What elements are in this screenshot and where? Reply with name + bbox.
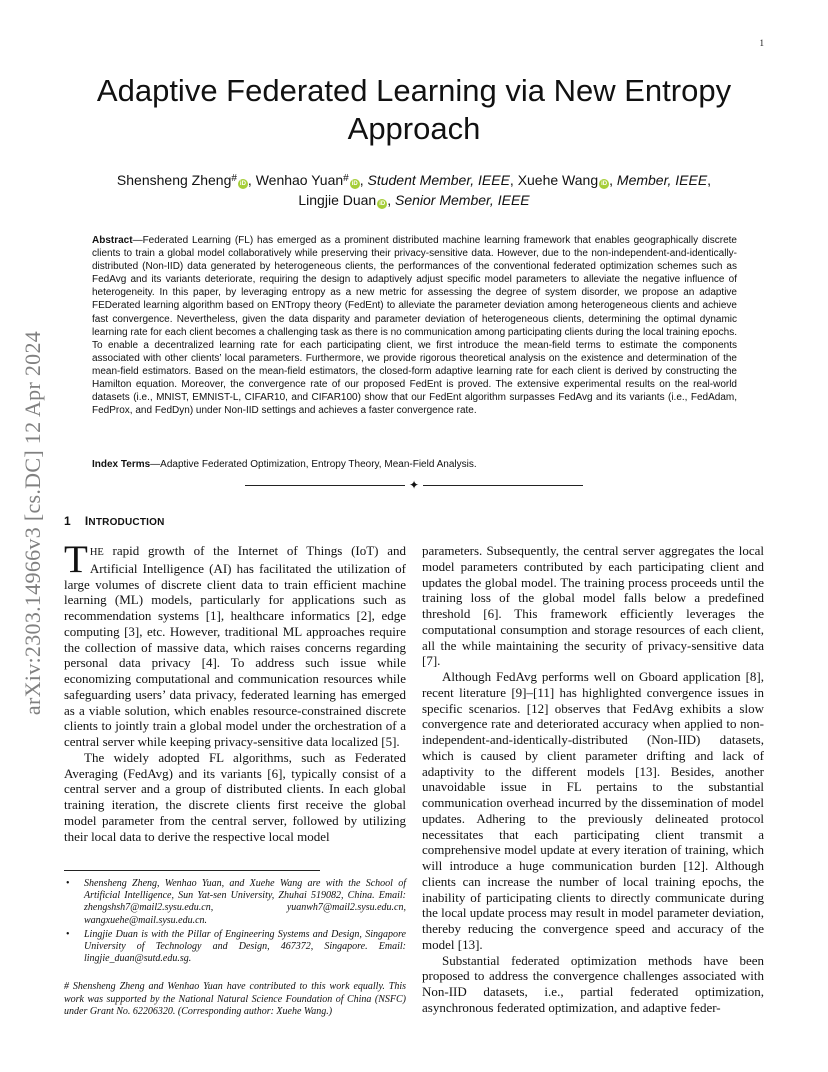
paper-title-line-2: Approach [347, 111, 481, 146]
author-name: Shensheng Zheng [116, 172, 232, 188]
body-paragraph: Substantial federated optimization methods have been proposed to address the convergence challenges associated with Non-IID datasets, i.e., partial federated optimization, asynchronous federated optimization, and adaptive feder- [422, 952, 764, 1015]
author-name: Xuehe Wang [517, 172, 599, 188]
section-title-rest: NTRODUCTION [88, 517, 165, 528]
affiliation-footnote: • Lingjie Duan is with the Pillar of Engineering Systems and Design, Singapore University of Technology and Design, 467372, Singapore. Email: lingjie_duan@sutd.edu.sg. [84, 929, 406, 966]
footnote-rule [64, 870, 320, 871]
left-column [64, 538, 406, 844]
body-paragraph: The widely adopted FL algorithms, such as Federated Averaging (FedAvg) and its variants [6], typically consist of a central server and a group of distributed clients. In each global training iteration, the discrete clients first receive the global model parameter from the central server, followed by utilizing their local data to derive the respective local model [64, 749, 406, 844]
section-number: 1 [64, 514, 71, 528]
index-terms-text: —Adaptive Federated Optimization, Entropy Theory, Mean-Field Analysis. [150, 459, 477, 470]
funding-footnote: # Shensheng Zheng and Wenhao Yuan have contributed to this work equally. This work was supported by the National Natural Science Foundation of China (NSFC) under Grant No. 62206320. (Corresponding author: Xuehe Wang.) [64, 981, 406, 1017]
paper-title-line-1: Adaptive Federated Learning via New Entropy [96, 73, 732, 108]
orcid-icon[interactable]: iD [239, 181, 246, 187]
divider-line-right [423, 485, 583, 486]
affiliation-list [64, 878, 406, 965]
arxiv-identifier [18, 288, 48, 758]
index-terms [92, 458, 737, 471]
orcid-icon[interactable]: iD [379, 201, 386, 207]
body-paragraph: Although FedAvg performs well on Gboard application [8], recent literature [9]–[11] has highlighted convergence issues in specific scenarios. [12] observes that FedAvg exhibits a slow convergence rate and deteriorated accuracy when applied to non-independent-and-identically-distributed (Non-IID) datasets, which is caused by client parameter drifting and lack of adaptivity to the different models [13]. Besides, another unavoidable issue in FL pertains to the substantial communication overhead incurred by the dissemination of model updates. Adhering to the previously delineated protocol necessitates that each participating client transmit a comprehensive model update at every iteration of training, which will introduce a huge communication burden [12]. Although clients can increase the number of local training epochs, the inability of participating clients to directly communicate during the local update process may result in model parameter deviation, thereby reducing the convergence speed and accuracy of the model [13]. [422, 669, 764, 952]
orcid-icon[interactable]: iD [351, 181, 358, 187]
equal-contribution-mark: # [231, 173, 237, 184]
author-membership: Member, IEEE [616, 172, 708, 188]
right-column [422, 543, 764, 1016]
author-name: Lingjie Duan [298, 192, 377, 208]
section-title-initial: I [84, 514, 89, 528]
author-membership: Student Member, IEEE [367, 172, 510, 188]
footnotes [64, 878, 406, 1018]
author-list: Shensheng Zheng# iD , Wenhao Yuan# iD , Student Member, IEEE, Xuehe Wang iD , Member, IEEE, Lingjie Duan iD , Senior Member, IEEE [116, 172, 712, 208]
affiliation-footnote: • Shensheng Zheng, Wenhao Yuan, and Xuehe Wang are with the School of Artificial Intelligence, Sun Yat-sen University, Zhuhai 519082, China. Email: zhengshsh7@mail2.sysu.edu.cn, yuanwh7@mail2.sysu.edu.cn, wangxuehe@mail.sysu.edu.cn. [84, 878, 406, 927]
author-membership: Senior Member, IEEE [395, 192, 530, 208]
arxiv-identifier-text: arXiv:2303.14966v3 [cs.DC] 12 Apr 2024 [20, 330, 45, 716]
orcid-icon[interactable]: iD [601, 181, 608, 187]
divider-ornament-icon: ✦ [409, 478, 420, 492]
section-divider [245, 479, 583, 493]
body-paragraph [64, 538, 406, 750]
paper-title [60, 72, 768, 148]
body-paragraph: parameters. Subsequently, the central server aggregates the local model parameters contributed by each participating client and updates the global model. The training process proceeds until the training loss of the global model falls below a predefined threshold [6]. This framework efficiently leverages the computational consumption and storage resources of each client, all the while maintaining the security of privacy-sensitive data [7]. [422, 543, 764, 669]
equal-contribution-mark: # [343, 173, 349, 184]
abstract [92, 234, 737, 417]
divider-line-left [245, 485, 405, 486]
author-name: Wenhao Yuan [255, 172, 344, 188]
abstract-text: —Federated Learning (FL) has emerged as a prominent distributed machine learning framework that enables geographically discrete clients to train a global model collaboratively while preserving their privacy-sensitive data. However, due to the non-independent-and-identically-distributed (Non-IID) data generated by heterogeneous clients, the performances of the conventional federated optimization schemes such as FedAvg and its variants deteriorate, requiring the design to adaptively adjust specific model parameters to alleviate the negative influence of heterogeneity. In this paper, by leveraging entropy as a new metric for assessing the degree of system disorder, we propose an adaptive FEDerated learning algorithm based on ENTropy theory (FedEnt) to alleviate the parameter deviation among heterogeneous clients and achieve fast convergence. Nevertheless, given the data disparity and parameter deviation of heterogeneous clients, determining the optimal dynamic learning rate for each client becomes a challenging task as there is no communication among participating clients during the local training epochs. To enable a decentralized learning rate for each participating client, we first introduce the mean-field terms to estimate the components associated with other clients’ local parameters. Furthermore, we provide rigorous theoretical analysis on the existence and determination of the mean-field estimators. Based on the mean-field estimators, the closed-form adaptive learning rate for each client is derived by constructing the Hamilton equation. Moreover, the convergence rate of our proposed FedEnt is proved. The extensive experimental results on the real-world datasets (i.e., MNIST, EMNIST-L, CIFAR10, and CIFAR100) show that our FedEnt algorithm surpasses FedAvg and its variants (i.e., FedAdam, FedProx, and FedDyn) under Non-IID settings and achieves a faster convergence rate. [92, 235, 737, 417]
drop-cap: T [64, 538, 88, 581]
index-terms-label: Index Terms [92, 459, 151, 470]
small-caps-lead: HE [89, 547, 104, 558]
paragraph-text: rapid growth of the Internet of Things (IoT) and Artificial Intelligence (AI) has facilitated the utilization of large volumes of discrete client data to train efficient machine learning (ML) models, particularly for applications such as recommendation systems [1], healthcare informatics [2], edge computing [3], etc. However, traditional ML approaches require the collection of massive data, which raises concerns regarding personal data privacy [4]. To address such issue while economizing computational and communication resources while safeguarding users’ data privacy, federated learning has emerged as a viable solution, which enables resource-constrained discrete clients to jointly train a global model under the orchestration of a central server while keeping privacy-sensitive data localized [5]. [64, 543, 406, 749]
section-heading [64, 514, 165, 528]
page-number: 1 [759, 38, 764, 48]
abstract-label: Abstract [92, 235, 133, 246]
